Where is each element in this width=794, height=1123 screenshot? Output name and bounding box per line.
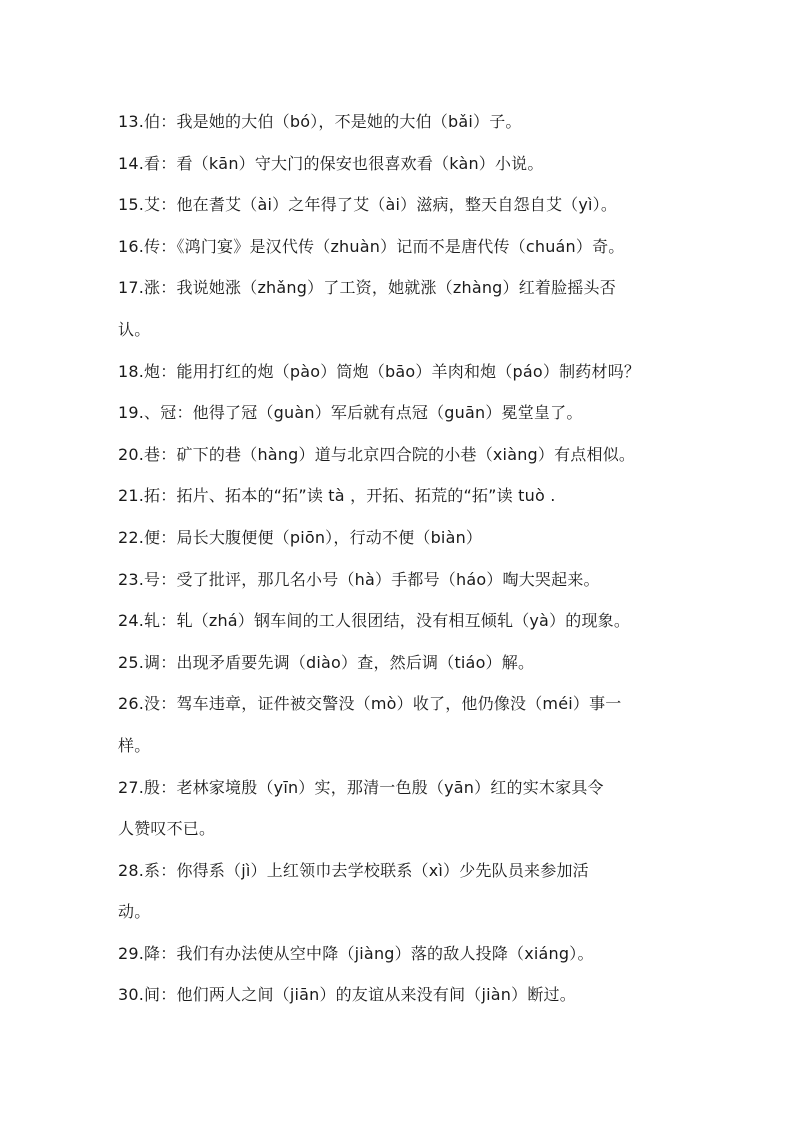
text-line: 23.号：受了批评，那几名小号（hà）手都号（háo）啕大哭起来。 bbox=[118, 569, 600, 589]
text-line: 28.系：你得系（jì）上红领巾去学校联系（xì）少先队员来参加活 bbox=[118, 860, 589, 880]
text-line: 13.伯：我是她的大伯（bó），不是她的大伯（bǎi）子。 bbox=[118, 112, 522, 131]
text-line: 30.间：他们两人之间（jiān）的友谊从来没有间（jiàn）断过。 bbox=[118, 985, 576, 1005]
text-line: 20.巷：矿下的巷（hàng）道与北京四合院的小巷（xiàng）有点相似。 bbox=[118, 444, 636, 464]
text-line: 认。 bbox=[118, 319, 151, 339]
text-line: 24.轧：轧（zhá）钢车间的工人很团结，没有相互倾轧（yà）的现象。 bbox=[118, 611, 631, 631]
text-line: 29.降：我们有办法使从空中降（jiàng）落的敌人投降（xiáng）。 bbox=[118, 943, 594, 963]
text-line: 18.炮：能用打红的炮（pào）筒炮（bāo）羊肉和炮（páo）制药材吗？ bbox=[118, 361, 641, 381]
text-line: 25.调：出现矛盾要先调（diào）查，然后调（tiáo）解。 bbox=[118, 652, 535, 672]
text-line: 动。 bbox=[118, 902, 151, 922]
text-body bbox=[118, 101, 718, 1016]
text-line: 19.、冠：他得了冠（guàn）军后就有点冠（guān）冕堂皇了。 bbox=[118, 403, 583, 423]
text-line: 样。 bbox=[118, 735, 151, 755]
text-line: 21.拓：拓片、拓本的“拓”读 tà ，开拓、拓荒的“拓”读 tuò . bbox=[118, 486, 556, 506]
text-line: 16.传：《鸿门宴》是汉代传（zhuàn）记而不是唐代传（chuán）奇。 bbox=[118, 236, 625, 256]
text-line: 15.艾：他在耆艾（ài）之年得了艾（ài）滋病，整天自怨自艾（yì）。 bbox=[118, 195, 618, 215]
text-line: 26.没：驾车违章，证件被交警没（mò）收了，他仍像没（méi）事一 bbox=[118, 694, 622, 714]
text-line: 27.殷：老林家境殷（yīn）实，那清一色殷（yān）红的实木家具令 bbox=[118, 777, 604, 797]
text-line: 14.看：看（kān）守大门的保安也很喜欢看（kàn）小说。 bbox=[118, 153, 544, 173]
text-line: 人赞叹不已。 bbox=[118, 819, 216, 839]
text-line: 22.便：局长大腹便便（piōn），行动不便（biàn） bbox=[118, 527, 483, 547]
text-line: 17.涨：我说她涨（zhǎng）了工资，她就涨（zhàng）红着脸摇头否 bbox=[118, 278, 616, 298]
